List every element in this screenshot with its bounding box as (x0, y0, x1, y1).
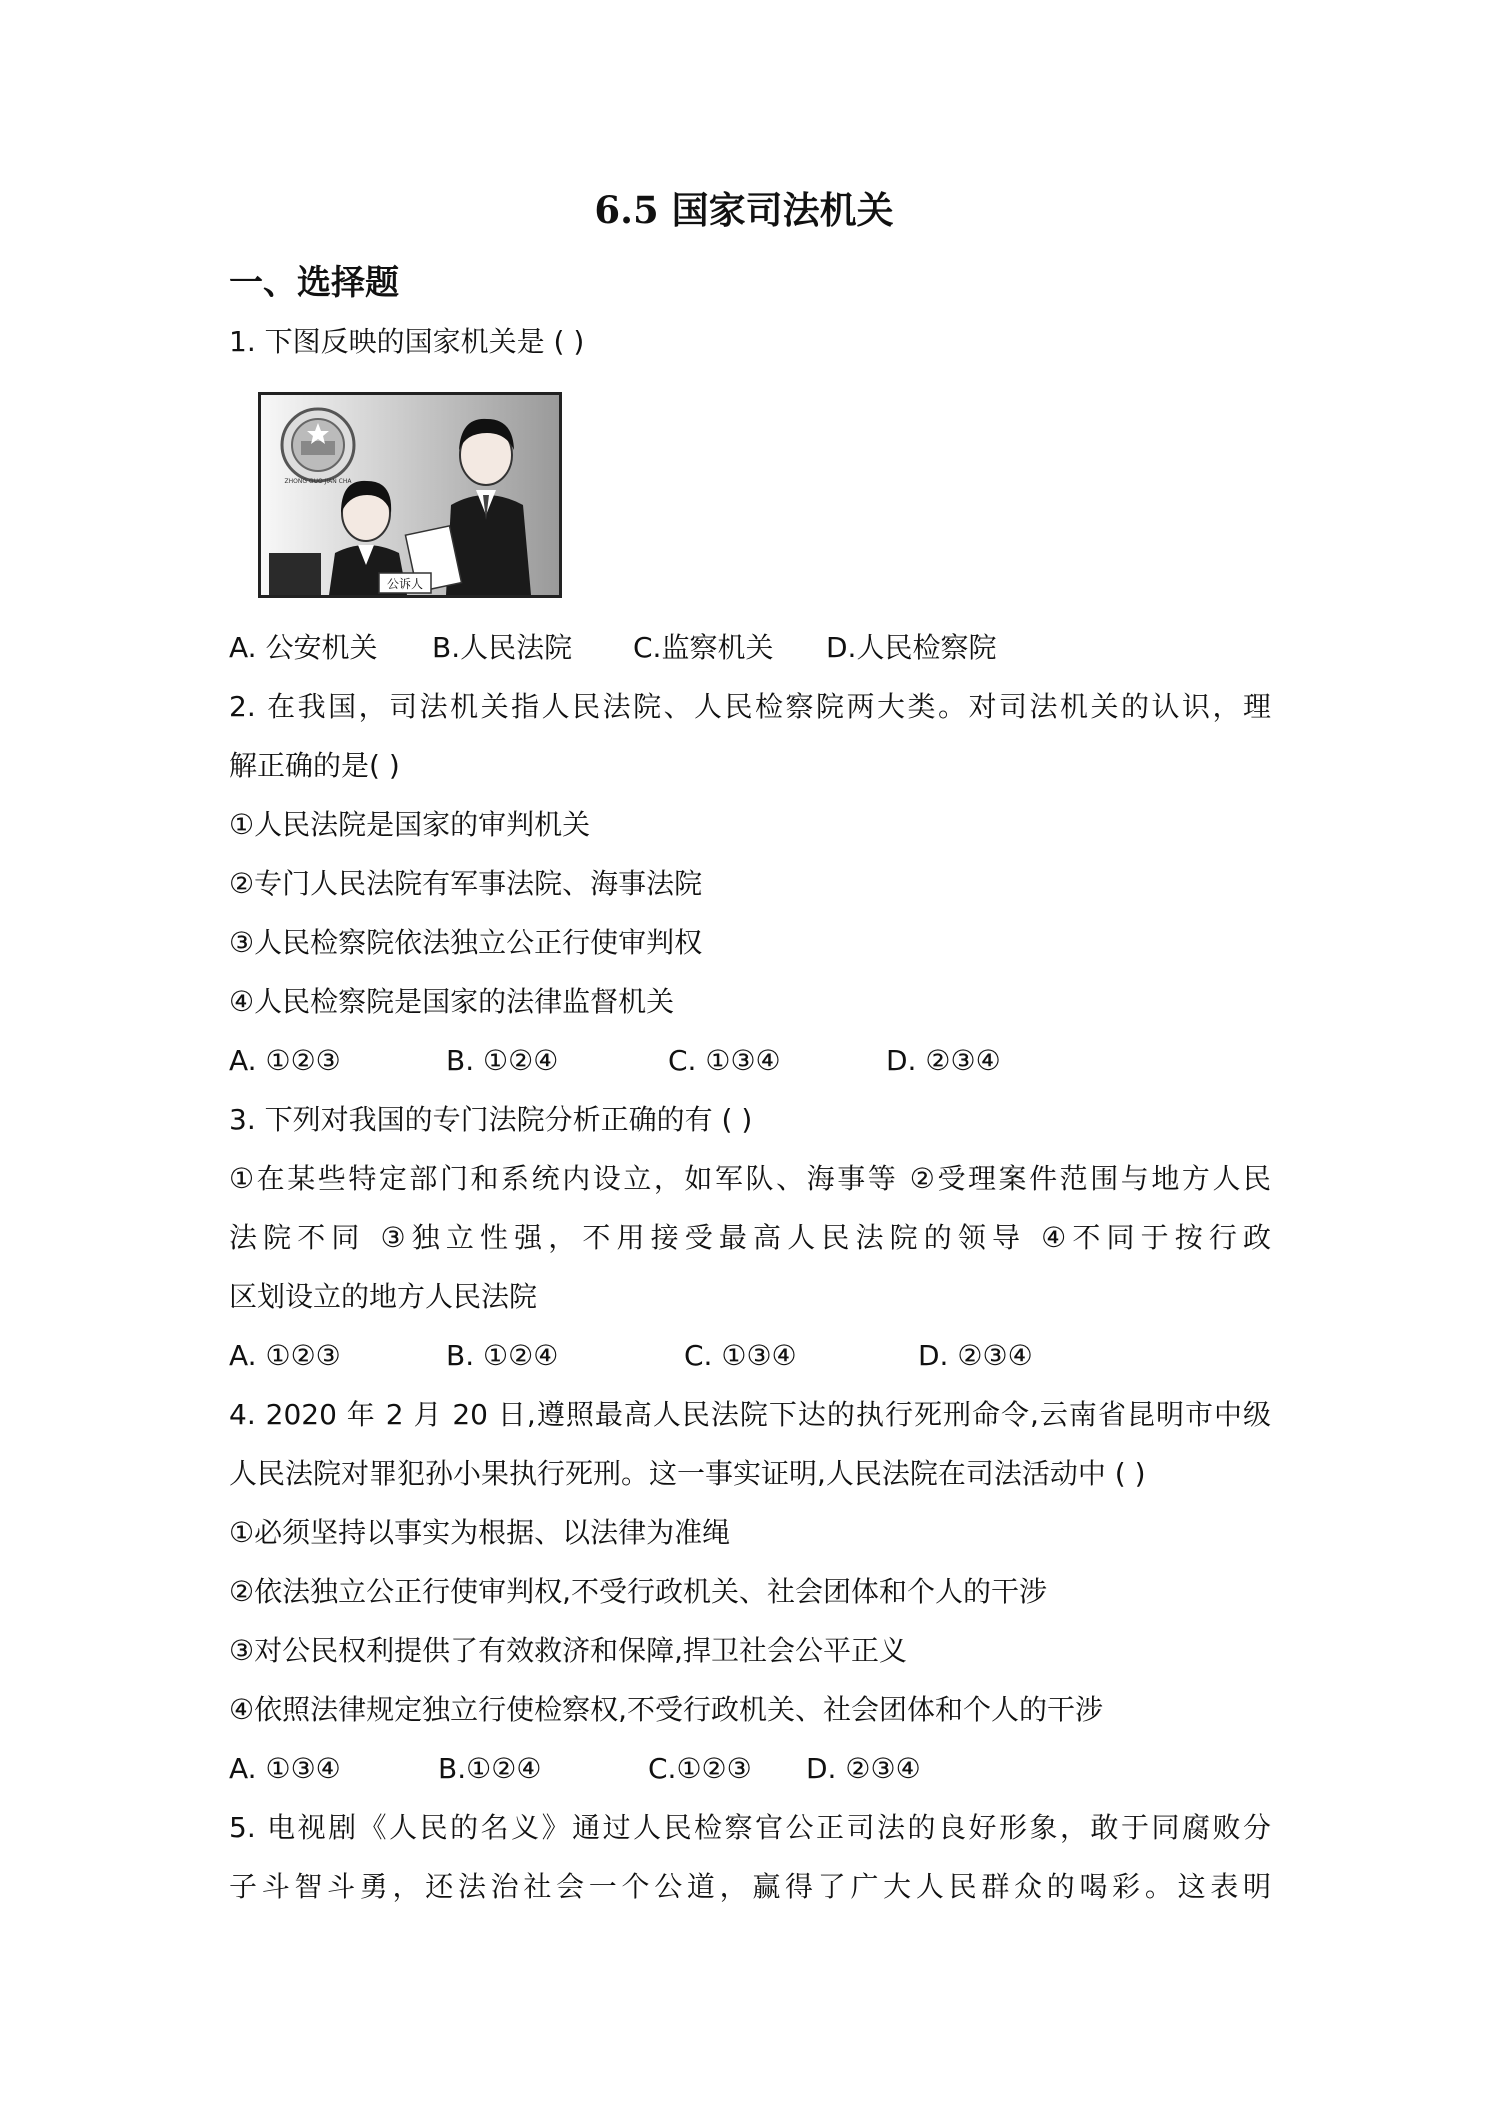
q2-item-4: ④人民检察院是国家的法律监督机关 (229, 985, 675, 1018)
q3-option-d: D. ②③④ (918, 1339, 1033, 1372)
question-5-stem-line1: 5. 电视剧《人民的名义》通过人民检察官公正司法的良好形象，敢于同腐败分 (229, 1811, 1271, 1844)
question-4-stem-line2: 人民法院对罪犯孙小果执行死刑。这一事实证明,人民法院在司法活动中 ( ) (229, 1457, 1146, 1490)
question-3-stem: 3. 下列对我国的专门法院分析正确的有 ( ) (229, 1103, 753, 1136)
q3-statement-line2: 法院不同 ③独立性强，不用接受最高人民法院的领导 ④不同于按行政 (229, 1221, 1271, 1254)
q3-option-b: B. ①②④ (446, 1339, 559, 1372)
section-heading: 一、选择题 (229, 263, 399, 303)
q3-option-a: A. ①②③ (229, 1339, 341, 1372)
question-2-stem-line1: 2. 在我国，司法机关指人民法院、人民检察院两大类。对司法机关的认识，理 (229, 690, 1271, 723)
q1-option-c: C.监察机关 (633, 631, 774, 664)
q2-option-a: A. ①②③ (229, 1044, 341, 1077)
q1-option-d: D.人民检察院 (826, 631, 997, 664)
q4-item-1: ①必须坚持以事实为根据、以法律为准绳 (229, 1516, 731, 1549)
q3-statement-line1: ①在某些特定部门和系统内设立，如军队、海事等 ②受理案件范围与地方人民 (229, 1162, 1271, 1195)
prosecutor-illustration (261, 395, 559, 595)
question-2-stem-line2: 解正确的是( ) (229, 749, 400, 782)
q1-option-a: A. 公安机关 (229, 631, 378, 664)
q3-option-c: C. ①③④ (684, 1339, 797, 1372)
nameplate-label: 公诉人 (386, 577, 424, 591)
q4-item-2: ②依法独立公正行使审判权,不受行政机关、社会团体和个人的干涉 (229, 1575, 1048, 1608)
page-title: 6.5 国家司法机关 (594, 188, 894, 232)
q2-item-3: ③人民检察院依法独立公正行使审判权 (229, 926, 703, 959)
laptop-icon (269, 553, 321, 595)
q4-option-c: C.①②③ (648, 1752, 752, 1785)
q2-item-1: ①人民法院是国家的审判机关 (229, 808, 591, 841)
q4-item-3: ③对公民权利提供了有效救济和保障,捍卫社会公平正义 (229, 1634, 908, 1667)
q4-option-d: D. ②③④ (806, 1752, 921, 1785)
q4-option-b: B.①②④ (438, 1752, 542, 1785)
q2-item-2: ②专门人民法院有军事法院、海事法院 (229, 867, 703, 900)
q2-option-b: B. ①②④ (446, 1044, 559, 1077)
q4-option-a: A. ①③④ (229, 1752, 341, 1785)
question-5-stem-line2: 子斗智斗勇，还法治社会一个公道，赢得了广大人民群众的喝彩。这表明 (229, 1870, 1271, 1903)
q2-option-c: C. ①③④ (668, 1044, 781, 1077)
q2-option-d: D. ②③④ (886, 1044, 1001, 1077)
question-1-stem: 1. 下图反映的国家机关是 ( ) (229, 325, 585, 358)
question-4-stem-line1: 4. 2020 年 2 月 20 日,遵照最高人民法院下达的执行死刑命令,云南省昆明市中级 (229, 1398, 1271, 1431)
question-1-figure (258, 392, 562, 598)
q1-option-b: B.人民法院 (432, 631, 573, 664)
q3-statement-line3: 区划设立的地方人民法院 (229, 1280, 538, 1313)
q4-item-4: ④依照法律规定独立行使检察权,不受行政机关、社会团体和个人的干涉 (229, 1693, 1104, 1726)
svg-text:ZHONG GUO JIAN CHA: ZHONG GUO JIAN CHA (284, 478, 352, 485)
